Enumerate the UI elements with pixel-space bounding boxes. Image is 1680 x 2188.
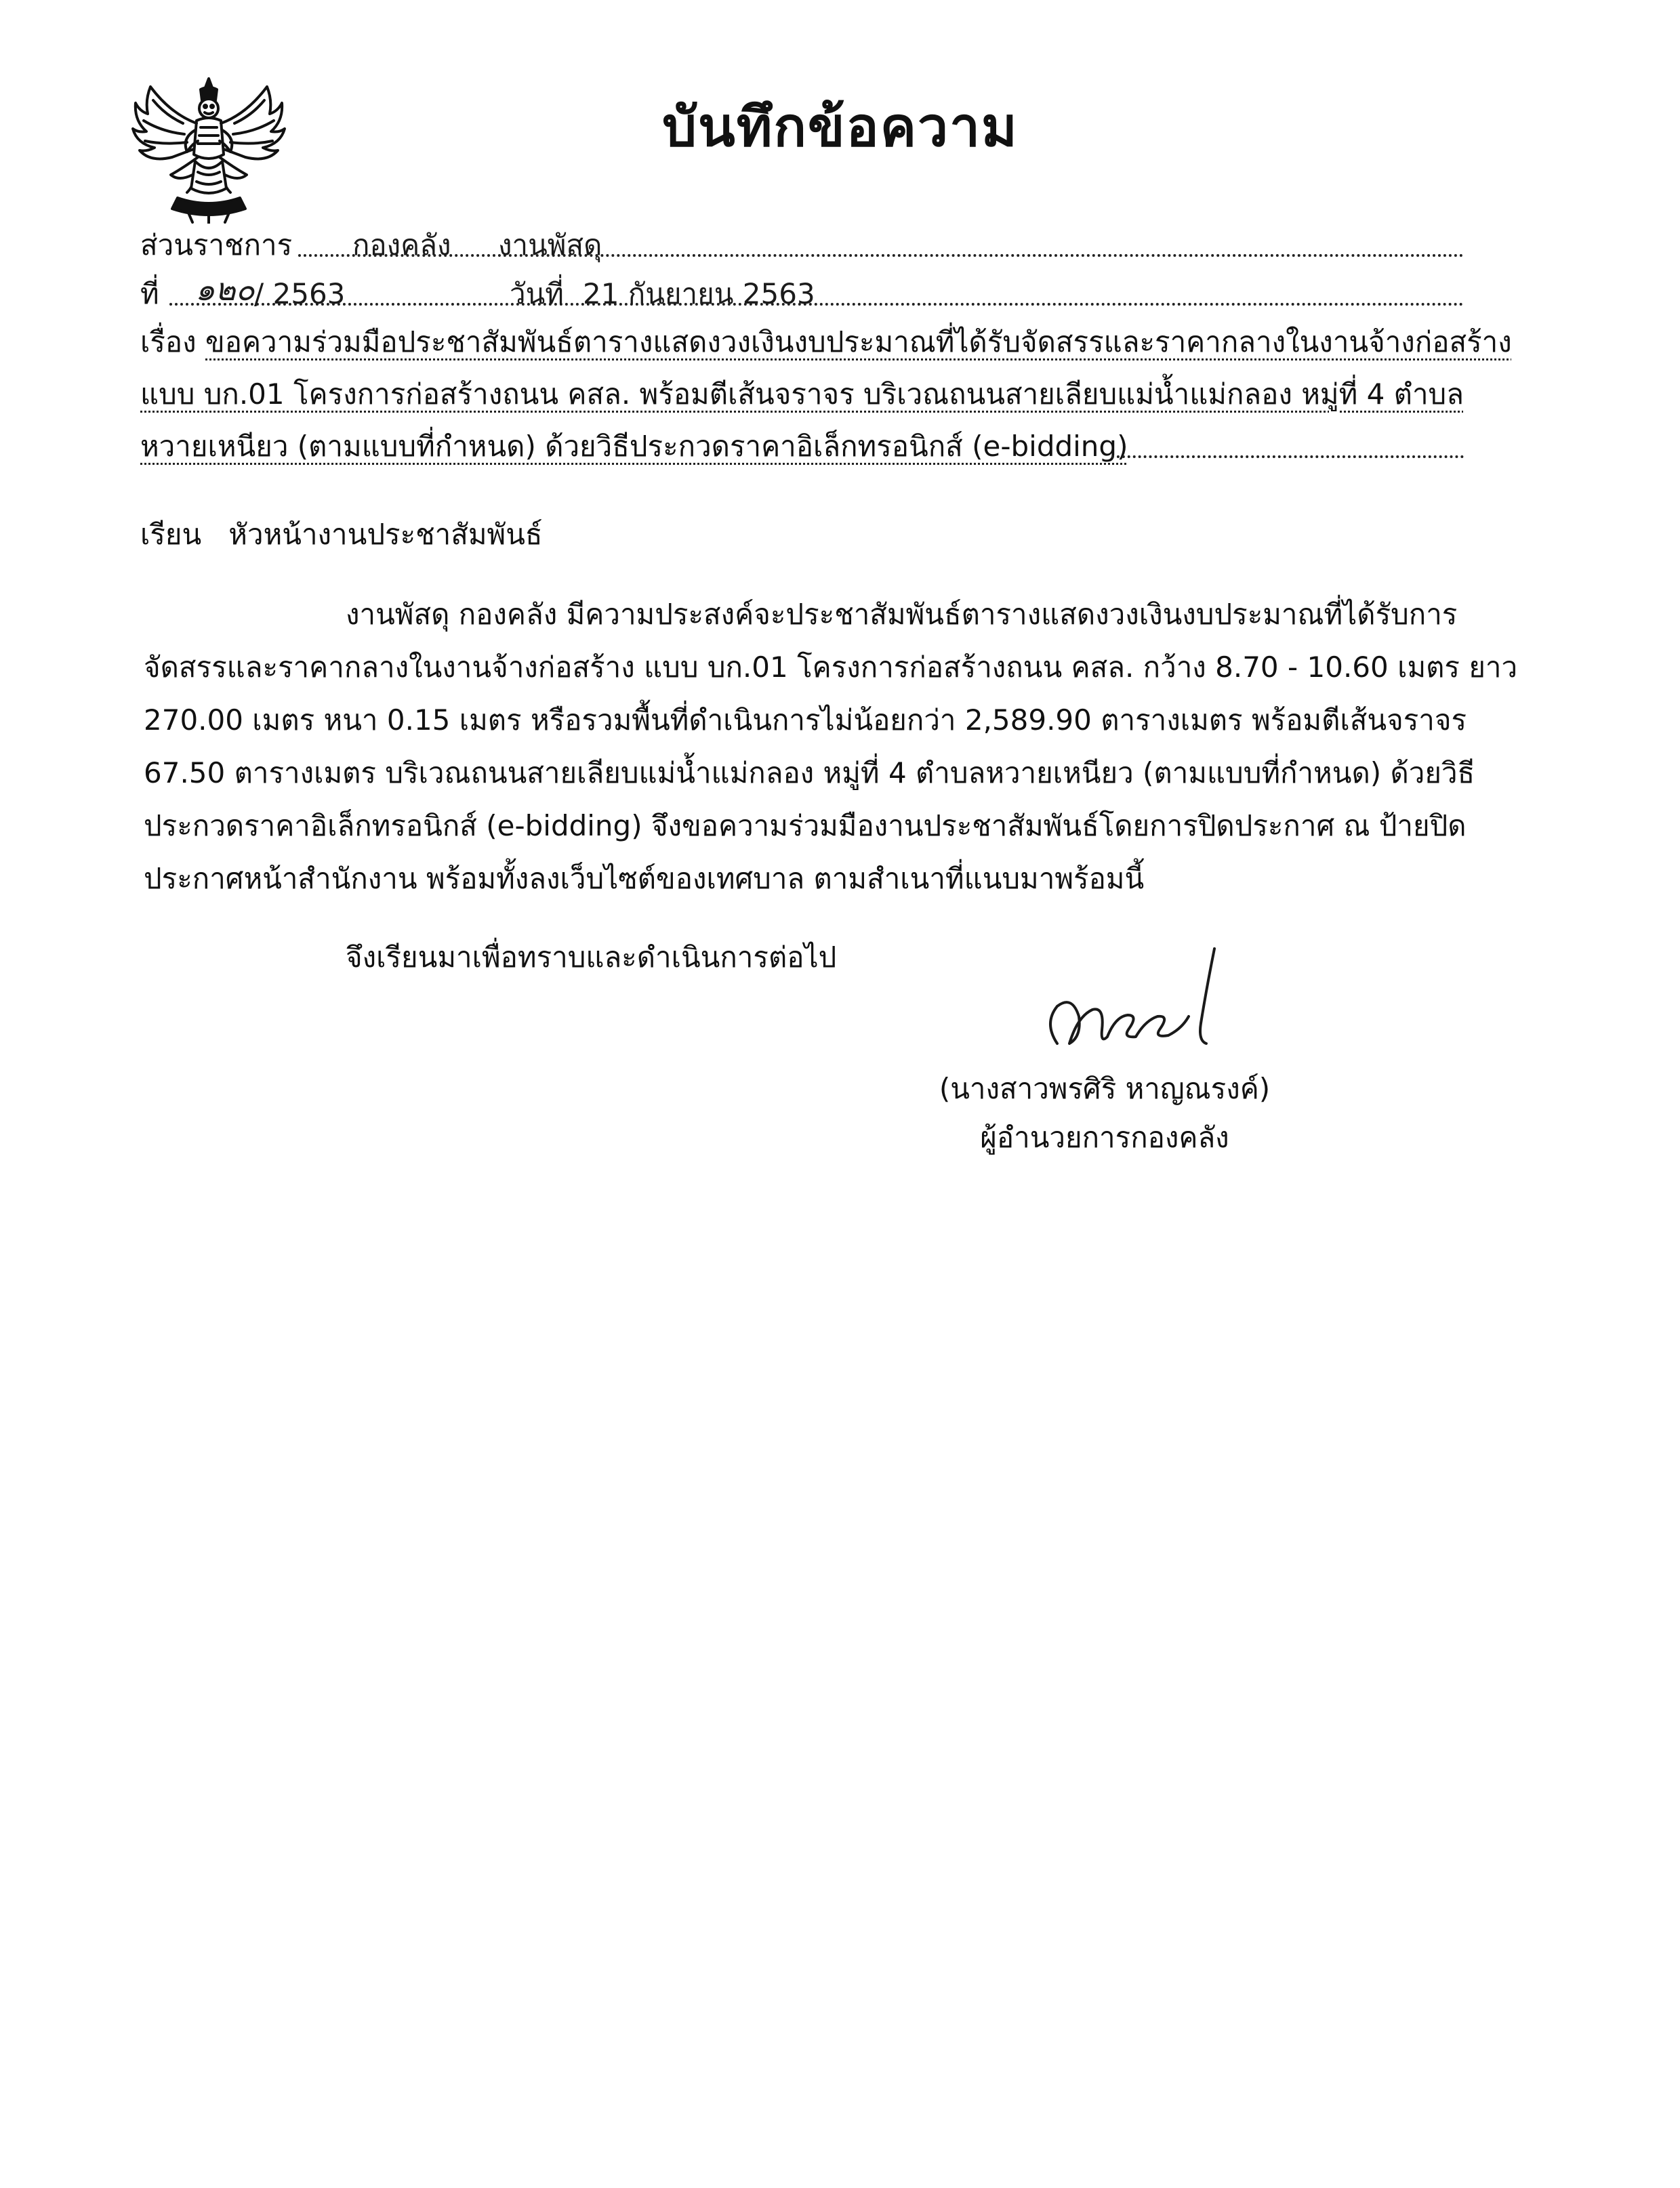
number-label: ที่	[140, 277, 159, 310]
number-year: / 2563	[254, 277, 346, 310]
body-line-4: 67.50 ตารางเมตร บริเวณถนนสายเลียบแม่น้ำแม่กลอง หมู่ที่ 4 ตำบลหวายเหนียว (ตามแบบที่กำหนด) ด้วยวิธี	[144, 756, 1475, 789]
date-label: วันที่	[510, 277, 564, 310]
subject-text-3: หวายเหนียว (ตามแบบที่กำหนด) ด้วยวิธีประกวดราคาอิเล็กทรอนิกส์ (e-bidding)	[140, 430, 1128, 463]
number-date-dotted-line	[169, 303, 1464, 306]
agency-unit: งานพัสดุ	[498, 228, 602, 262]
number-handwritten: ๑๒๐	[195, 271, 255, 308]
agency-value: กองคลัง	[352, 228, 451, 262]
subject-line-1	[140, 323, 1512, 362]
body-line-3: 270.00 เมตร หนา 0.15 เมตร หรือรวมพื้นที่ดำเนินการไม่น้อยกว่า 2,589.90 ตารางเมตร พร้อมตีเส้นจราจร	[144, 703, 1467, 737]
signer-position: ผู้อำนวยการกองคลัง	[980, 1121, 1229, 1154]
subject-line-3	[140, 427, 1465, 466]
body-line-2: จัดสรรและราคากลางในงานจ้างก่อสร้าง แบบ บก.01 โครงการก่อสร้างถนน คสล. กว้าง 8.70 - 10.60 เมตร ยาว	[144, 651, 1518, 684]
signer-name: (นางสาวพรศิริ หาญณรงค์)	[939, 1072, 1271, 1105]
subject-text-2: แบบ บก.01 โครงการก่อสร้างถนน คสล. พร้อมตีเส้นจราจร บริเวณถนนสายเลียบแม่น้ำแม่กลอง หมู่ที่ 4 ตำบล	[140, 377, 1464, 411]
body-line-1: งานพัสดุ กองคลัง มีความประสงค์จะประชาสัมพันธ์ตารางแสดงวงเงินงบประมาณที่ได้รับการ	[346, 598, 1458, 631]
body-line-6: ประกาศหน้าสำนักงาน พร้อมทั้งลงเว็บไซต์ของเทศบาล ตามสำเนาที่แนบมาพร้อมนี้	[144, 862, 1145, 895]
handwritten-signature-icon	[1037, 942, 1240, 1064]
subject-label: เรื่อง	[140, 325, 197, 358]
subject-text-1: ขอความร่วมมือประชาสัมพันธ์ตารางแสดงวงเงินงบประมาณที่ได้รับจัดสรรและราคากลางในงานจ้างก่อสร้าง	[205, 325, 1512, 358]
salutation-label: เรียน	[140, 518, 202, 551]
body-line-5: ประกวดราคาอิเล็กทรอนิกส์ (e-bidding) จึงขอความร่วมมืองานประชาสัมพันธ์โดยการปิดประกาศ ณ ป้ายปิด	[144, 809, 1467, 842]
subject-dotted-line	[1111, 455, 1464, 458]
agency-dotted-line	[298, 254, 1464, 257]
agency-label: ส่วนราชการ	[140, 228, 293, 262]
garuda-emblem-icon	[130, 73, 287, 224]
closing-line: จึงเรียนมาเพื่อทราบและดำเนินการต่อไป	[346, 941, 837, 974]
subject-line-2	[140, 375, 1465, 414]
salutation	[140, 515, 543, 554]
page-title: บันทึกข้อความ	[662, 96, 1019, 159]
date-value: 21 กันยายน 2563	[583, 277, 815, 310]
salutation-recipient: หัวหน้างานประชาสัมพันธ์	[228, 518, 543, 551]
